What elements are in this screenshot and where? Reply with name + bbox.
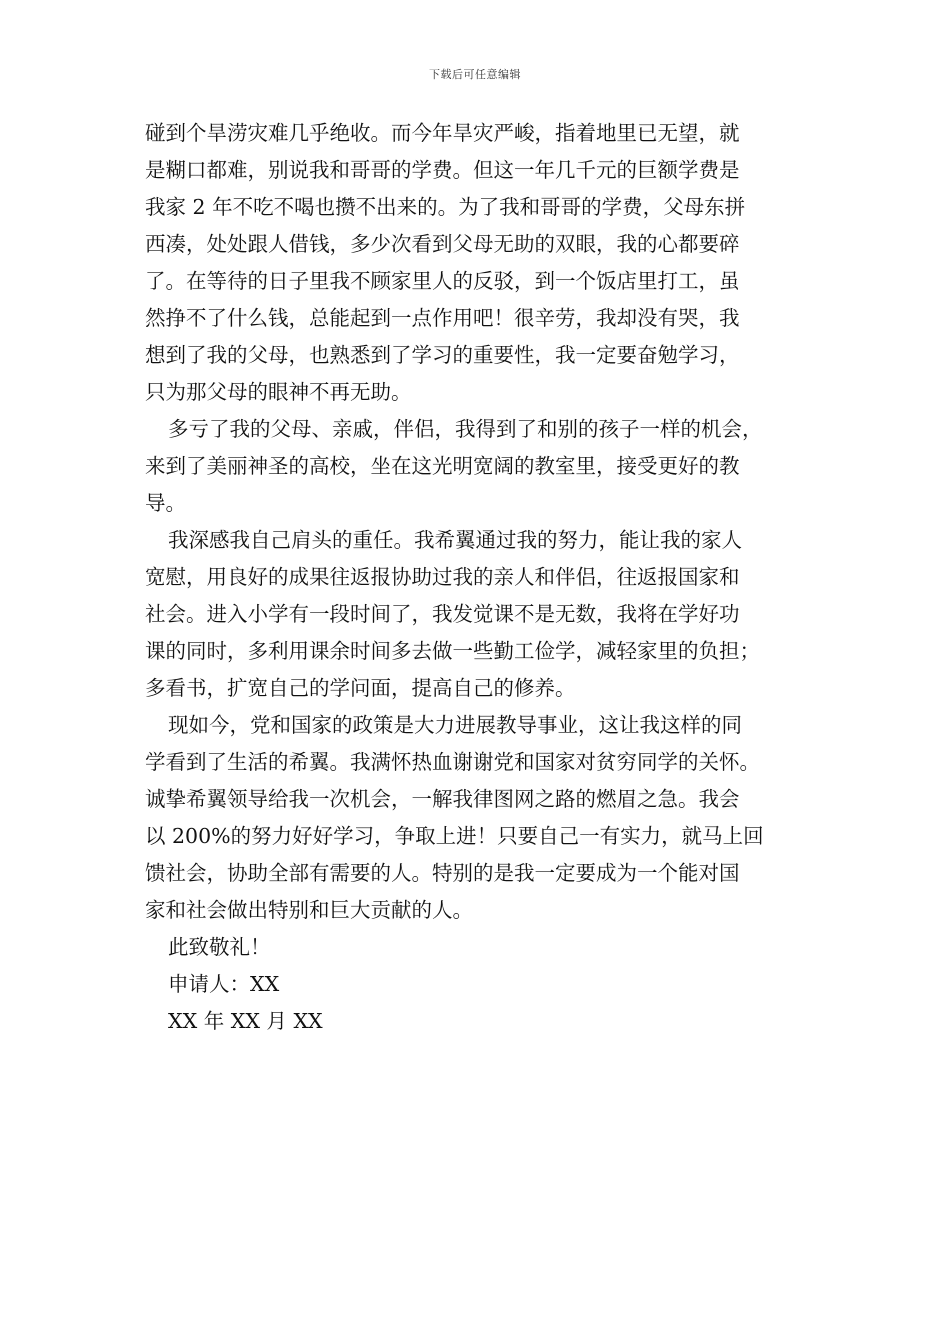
text-line: 来到了美丽神圣的高校，坐在这光明宽阔的教室里，接受更好的教 — [145, 454, 740, 478]
paragraph-2 — [145, 411, 815, 522]
page-header-note: 下载后可任意编辑 — [429, 68, 521, 81]
text-line: 我深感我自己肩头的重任。我希翼通过我的努力，能让我的家人 — [168, 528, 742, 552]
closing-salutation — [145, 929, 815, 966]
paragraph-1 — [145, 115, 815, 411]
text-line: 以 200%的努力好好学习，争取上进！只要自己一有实力，就马上回 — [145, 824, 764, 848]
document-body — [145, 115, 815, 1040]
text-line: 馈社会，协助全部有需要的人。特别的是我一定要成为一个能对国 — [145, 861, 740, 885]
text-line: 多看书，扩宽自己的学问面，提高自己的修养。 — [145, 676, 576, 700]
text-line: 然挣不了什么钱，总能起到一点作用吧！很辛劳，我却没有哭，我 — [145, 306, 740, 330]
text-line: 想到了我的父母，也熟悉到了学习的重要性，我一定要奋勉学习， — [145, 343, 740, 367]
text-line: 现如今，党和国家的政策是大力进展教导事业，这让我这样的同 — [168, 713, 742, 737]
text-line: 申请人：XX — [168, 972, 280, 996]
text-line: 此致敬礼！ — [168, 935, 271, 959]
text-line: 课的同时，多利用课余时间多去做一些勤工俭学，减轻家里的负担； — [145, 639, 760, 663]
text-line: 社会。进入小学有一段时间了，我发觉课不是无数，我将在学好功 — [145, 602, 740, 626]
text-line: 多亏了我的父母、亲戚，伴侣，我得到了和别的孩子一样的机会， — [168, 417, 763, 441]
text-line: XX 年 XX 月 XX — [168, 1009, 323, 1033]
text-line: 诚挚希翼领导给我一次机会，一解我律图网之路的燃眉之急。我会 — [145, 787, 740, 811]
paragraph-3 — [145, 522, 815, 707]
text-line: 导。 — [145, 491, 186, 515]
text-line: 宽慰，用良好的成果往返报协助过我的亲人和伴侣，往返报国家和 — [145, 565, 740, 589]
text-line: 西凑，处处跟人借钱，多少次看到父母无助的双眼，我的心都要碎 — [145, 232, 740, 256]
date-line — [145, 1003, 815, 1040]
text-line: 了。在等待的日子里我不顾家里人的反驳，到一个饭店里打工，虽 — [145, 269, 740, 293]
applicant-line — [145, 966, 815, 1003]
text-line: 碰到个旱涝灾难几乎绝收。而今年旱灾严峻，指着地里已无望，就 — [145, 121, 740, 145]
text-line: 家和社会做出特别和巨大贡献的人。 — [145, 898, 473, 922]
paragraph-4 — [145, 707, 815, 929]
text-line: 学看到了生活的希翼。我满怀热血谢谢党和国家对贫穷同学的关怀。 — [145, 750, 760, 774]
text-line: 只为那父母的眼神不再无助。 — [145, 380, 412, 404]
text-line: 是糊口都难，别说我和哥哥的学费。但这一年几千元的巨额学费是 — [145, 158, 740, 182]
text-line: 我家 2 年不吃不喝也攒不出来的。为了我和哥哥的学费，父母东拼 — [145, 195, 746, 219]
